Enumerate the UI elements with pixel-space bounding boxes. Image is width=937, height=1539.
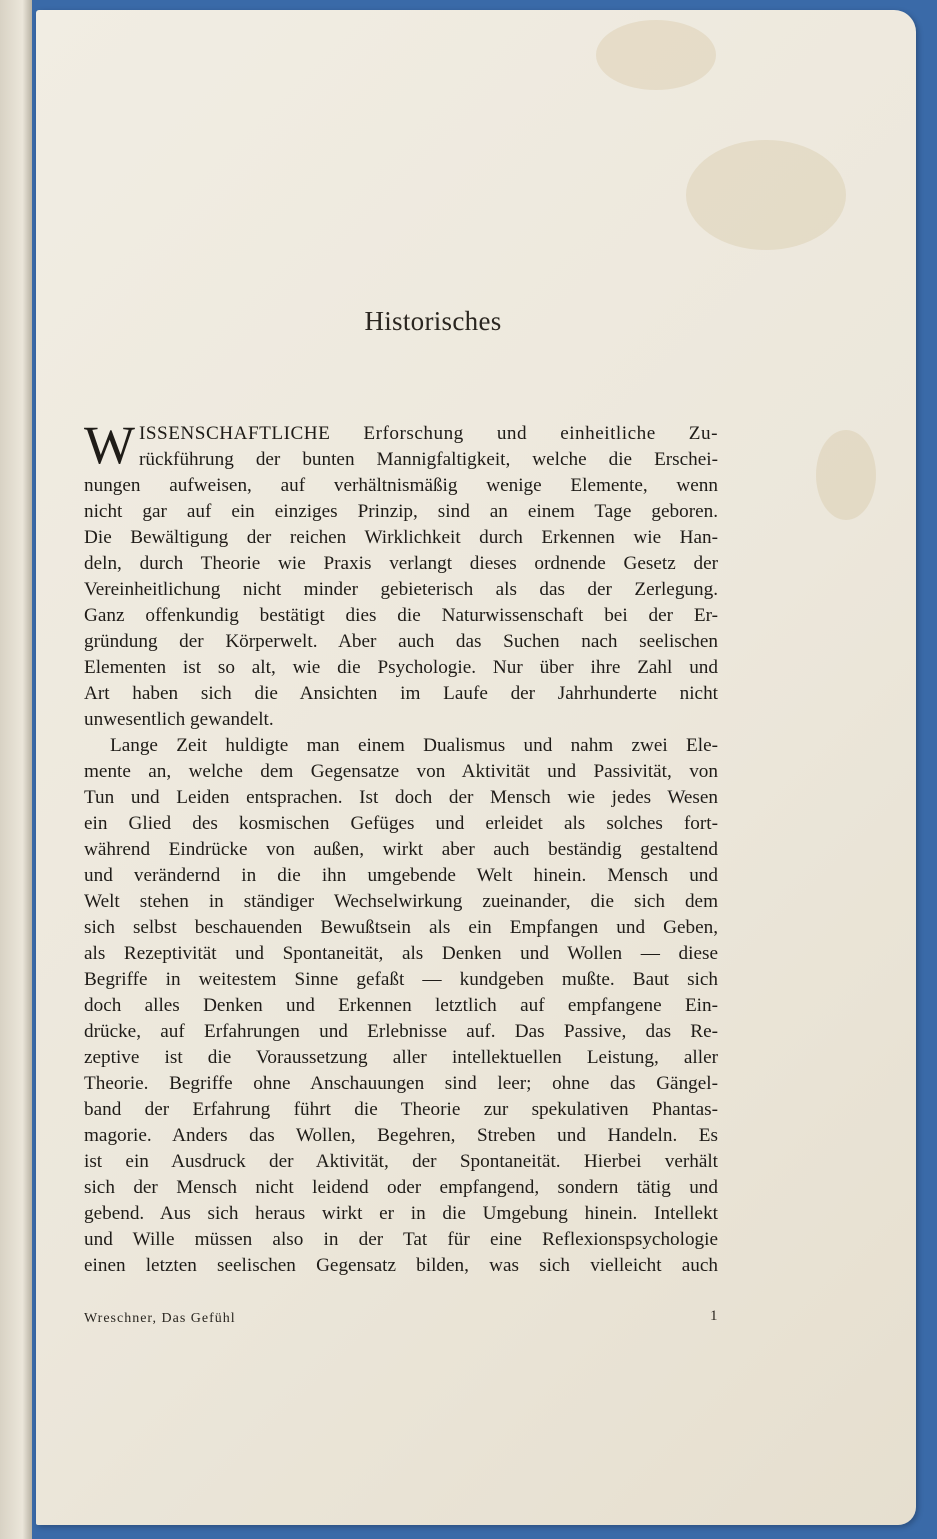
- running-footer: Wreschner, Das Gefühl: [84, 1311, 236, 1326]
- text-line: rückführung der bunten Mannigfaltigkeit, welche die Erschei-: [138, 449, 718, 470]
- text-line: unwesentlich gewandelt.: [84, 709, 274, 730]
- text-line: gründung der Körperwelt. Aber auch das Suchen nach seelischen: [84, 631, 718, 652]
- drop-cap: W: [84, 415, 135, 475]
- text-line: Art haben sich die Ansichten im Laufe der Jahrhunderte nicht: [84, 683, 718, 704]
- text-line: sich der Mensch nicht leidend oder empfangend, sondern tätig und: [84, 1177, 718, 1198]
- text-line: doch alles Denken und Erkennen letztlich auf empfangene Ein-: [84, 995, 718, 1016]
- age-stain: [816, 430, 876, 520]
- text-line: Welt stehen in ständiger Wechselwirkung zueinander, die sich dem: [84, 891, 718, 912]
- text-line: band der Erfahrung führt die Theorie zur spekulativen Phantas-: [84, 1099, 718, 1120]
- paragraph-2: [84, 733, 718, 1279]
- text-line: Lange Zeit huldigte man einem Dualismus und nahm zwei Ele-: [110, 735, 718, 756]
- chapter-title: Historisches: [364, 306, 502, 336]
- text-line: und Wille müssen also in der Tat für eine Reflexionspsychologie: [84, 1229, 718, 1250]
- text-line: als Rezeptivität und Spontaneität, als Denken und Wollen — diese: [84, 943, 718, 964]
- text-line: deln, durch Theorie wie Praxis verlangt dieses ordnende Gesetz der: [84, 553, 718, 574]
- facing-page-edge: [0, 0, 32, 1539]
- text-line: Ganz offenkundig bestätigt dies die Naturwissenschaft bei der Er-: [84, 605, 718, 626]
- text-line: magorie. Anders das Wollen, Begehren, Streben und Handeln. Es: [84, 1125, 718, 1146]
- text-line: und verändernd in die ihn umgebende Welt hinein. Mensch und: [84, 865, 718, 886]
- text-line: sich selbst beschauenden Bewußtsein als ein Empfangen und Geben,: [84, 917, 718, 938]
- text-line: Begriffe in weitestem Sinne gefaßt — kundgeben mußte. Baut sich: [84, 969, 718, 990]
- text-line: Theorie. Begriffe ohne Anschauungen sind leer; ohne das Gängel-: [84, 1073, 718, 1094]
- text-line: drücke, auf Erfahrungen und Erlebnisse auf. Das Passive, das Re-: [84, 1021, 718, 1042]
- paragraph-1: [84, 415, 718, 733]
- text-line: nungen aufweisen, auf verhältnismäßig wenige Elemente, wenn: [84, 475, 718, 496]
- text-line: nicht gar auf ein einziges Prinzip, sind an einem Tage geboren.: [84, 501, 718, 522]
- text-line: ein Glied des kosmischen Gefüges und erleidet als solches fort-: [84, 813, 718, 834]
- age-stain: [686, 140, 846, 250]
- text-line: gebend. Aus sich heraus wirkt er in die Umgebung hinein. Intellekt: [84, 1203, 718, 1224]
- text-line: ist ein Ausdruck der Aktivität, der Spontaneität. Hierbei verhält: [84, 1151, 718, 1172]
- text-line: Elementen ist so alt, wie die Psychologie. Nur über ihre Zahl und: [84, 657, 718, 678]
- age-stain: [596, 20, 716, 90]
- text-line: Vereinheitlichung nicht minder gebieterisch als das der Zerlegung.: [84, 579, 718, 600]
- text-line: zeptive ist die Voraussetzung aller intellektuellen Leistung, aller: [84, 1047, 718, 1068]
- text-line: Tun und Leiden entsprachen. Ist doch der Mensch wie jedes Wesen: [84, 787, 718, 808]
- page-number: 1: [710, 1308, 718, 1324]
- text-line: ISSENSCHAFTLICHE Erforschung und einheitliche Zu-: [138, 423, 718, 444]
- chapter-body: [84, 415, 718, 1279]
- text-line: einen letzten seelischen Gegensatz bilden, was sich vielleicht auch: [84, 1255, 718, 1276]
- text-line: Die Bewältigung der reichen Wirklichkeit durch Erkennen wie Han-: [84, 527, 718, 548]
- text-line: während Eindrücke von außen, wirkt aber auch beständig gestaltend: [84, 839, 718, 860]
- text-line: mente an, welche dem Gegensatze von Aktivität und Passivität, von: [84, 761, 718, 782]
